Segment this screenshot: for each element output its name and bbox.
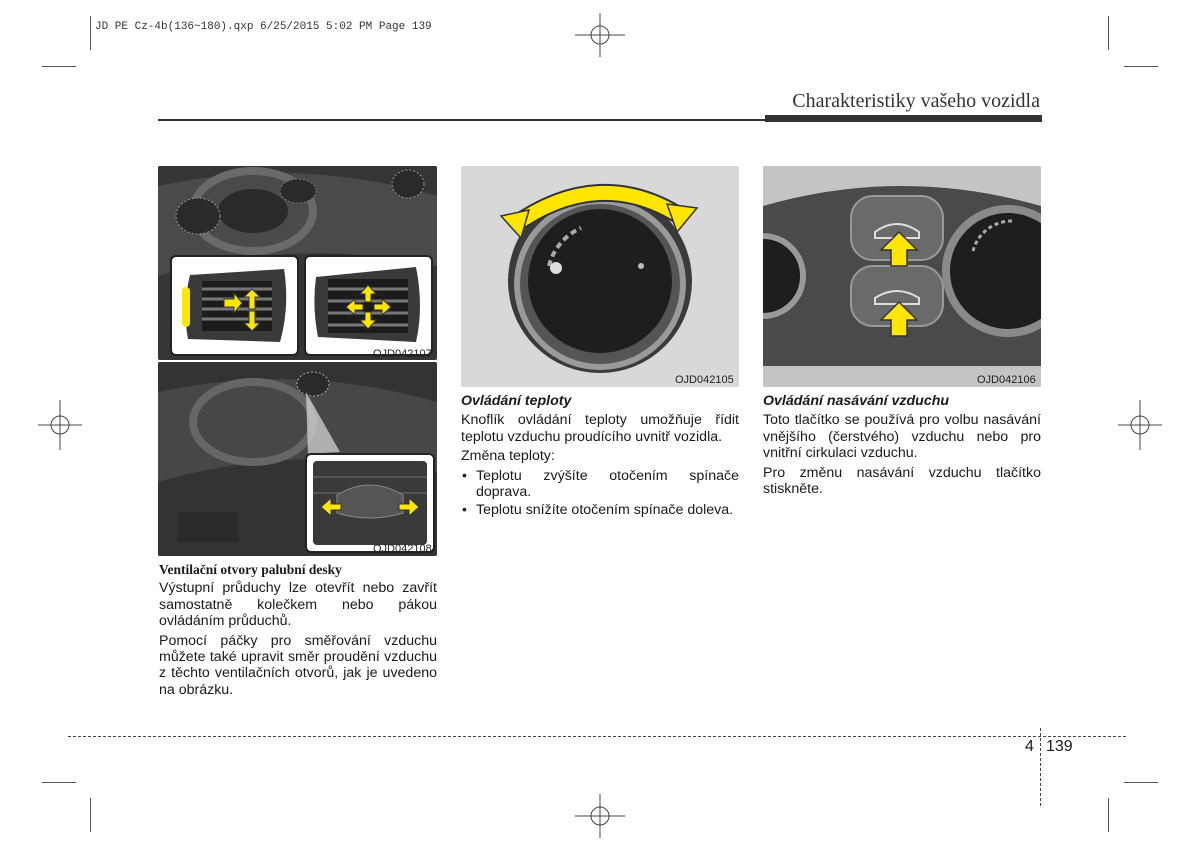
registration-mark-bottom xyxy=(575,794,625,838)
list-item: • Teplotu snížíte otočením spínače doleva. xyxy=(461,502,739,518)
section-air-intake xyxy=(763,393,1041,500)
footer-rule xyxy=(68,736,1126,737)
section-temperature-paragraph: Knoflík ovládání teploty umožňuje řídit teplotu vzduchu proudícího uvnitř vozidla. xyxy=(461,412,739,445)
section-temperature xyxy=(461,393,739,521)
figure-temperature-knob xyxy=(461,166,739,387)
footer-divider xyxy=(1040,728,1042,806)
figure-code-4: OJD042106 xyxy=(977,374,1036,386)
figure-dashboard-vents xyxy=(158,166,437,360)
section-air-intake-paragraph: Toto tlačítko se používá pro volbu nasávání vnějšího (čerstvého) vzduchu nebo pro vnitřní cirkulaci vzduchu. xyxy=(763,412,1041,462)
figure-vent-control xyxy=(158,362,437,556)
vent-detail-left xyxy=(170,255,299,356)
figure-code-3: OJD042105 xyxy=(675,374,734,386)
section-vents xyxy=(159,562,437,701)
list-item: • Teplotu zvýšíte otočením spínače doprava. xyxy=(461,468,739,501)
temperature-bullet-list xyxy=(461,468,739,519)
section-temperature-paragraph: Změna teploty: xyxy=(461,448,555,465)
chapter-number: 4 xyxy=(1025,738,1034,755)
figure-code-2: OJD042108 xyxy=(373,543,432,555)
section-vents-paragraph: Výstupní průduchy lze otevřít nebo zavřít samostatně kolečkem nebo pákou ovládáním průduchů. xyxy=(159,580,437,630)
header-rule-accent xyxy=(765,115,1042,122)
section-air-intake-paragraph: Pro změnu nasávání vzduchu tlačítko stiskněte. xyxy=(763,464,1041,498)
header-rule xyxy=(158,119,765,121)
registration-mark-right xyxy=(1118,400,1162,450)
page-title: Charakteristiky vašeho vozidla xyxy=(792,90,1040,112)
figure-air-intake xyxy=(763,166,1041,387)
print-file-info: JD PE Cz-4b(136~180).qxp 6/25/2015 5:02 PM Page 139 xyxy=(95,21,432,33)
page-number: 139 xyxy=(1046,738,1073,755)
vent-wheel-detail xyxy=(305,453,435,553)
section-vents-paragraph: Pomocí páčky pro směřování vzduchu můžete také upravit směr proudění vzduchu z těchto ventilačních otvorů, jak je uvedeno na obrázku. xyxy=(159,632,437,698)
registration-mark-left xyxy=(38,400,82,450)
section-vents-heading: Ventilační otvory palubní desky xyxy=(159,562,342,577)
registration-mark-top xyxy=(575,13,625,57)
vent-detail-right xyxy=(304,255,433,356)
temperature-knob-illustration xyxy=(461,166,739,387)
section-air-intake-heading: Ovládání nasávání vzduchu xyxy=(763,393,950,409)
figure-code-1: OJD042107 xyxy=(373,348,432,360)
air-intake-illustration xyxy=(763,166,1041,387)
section-temperature-heading: Ovládání teploty xyxy=(461,393,572,409)
